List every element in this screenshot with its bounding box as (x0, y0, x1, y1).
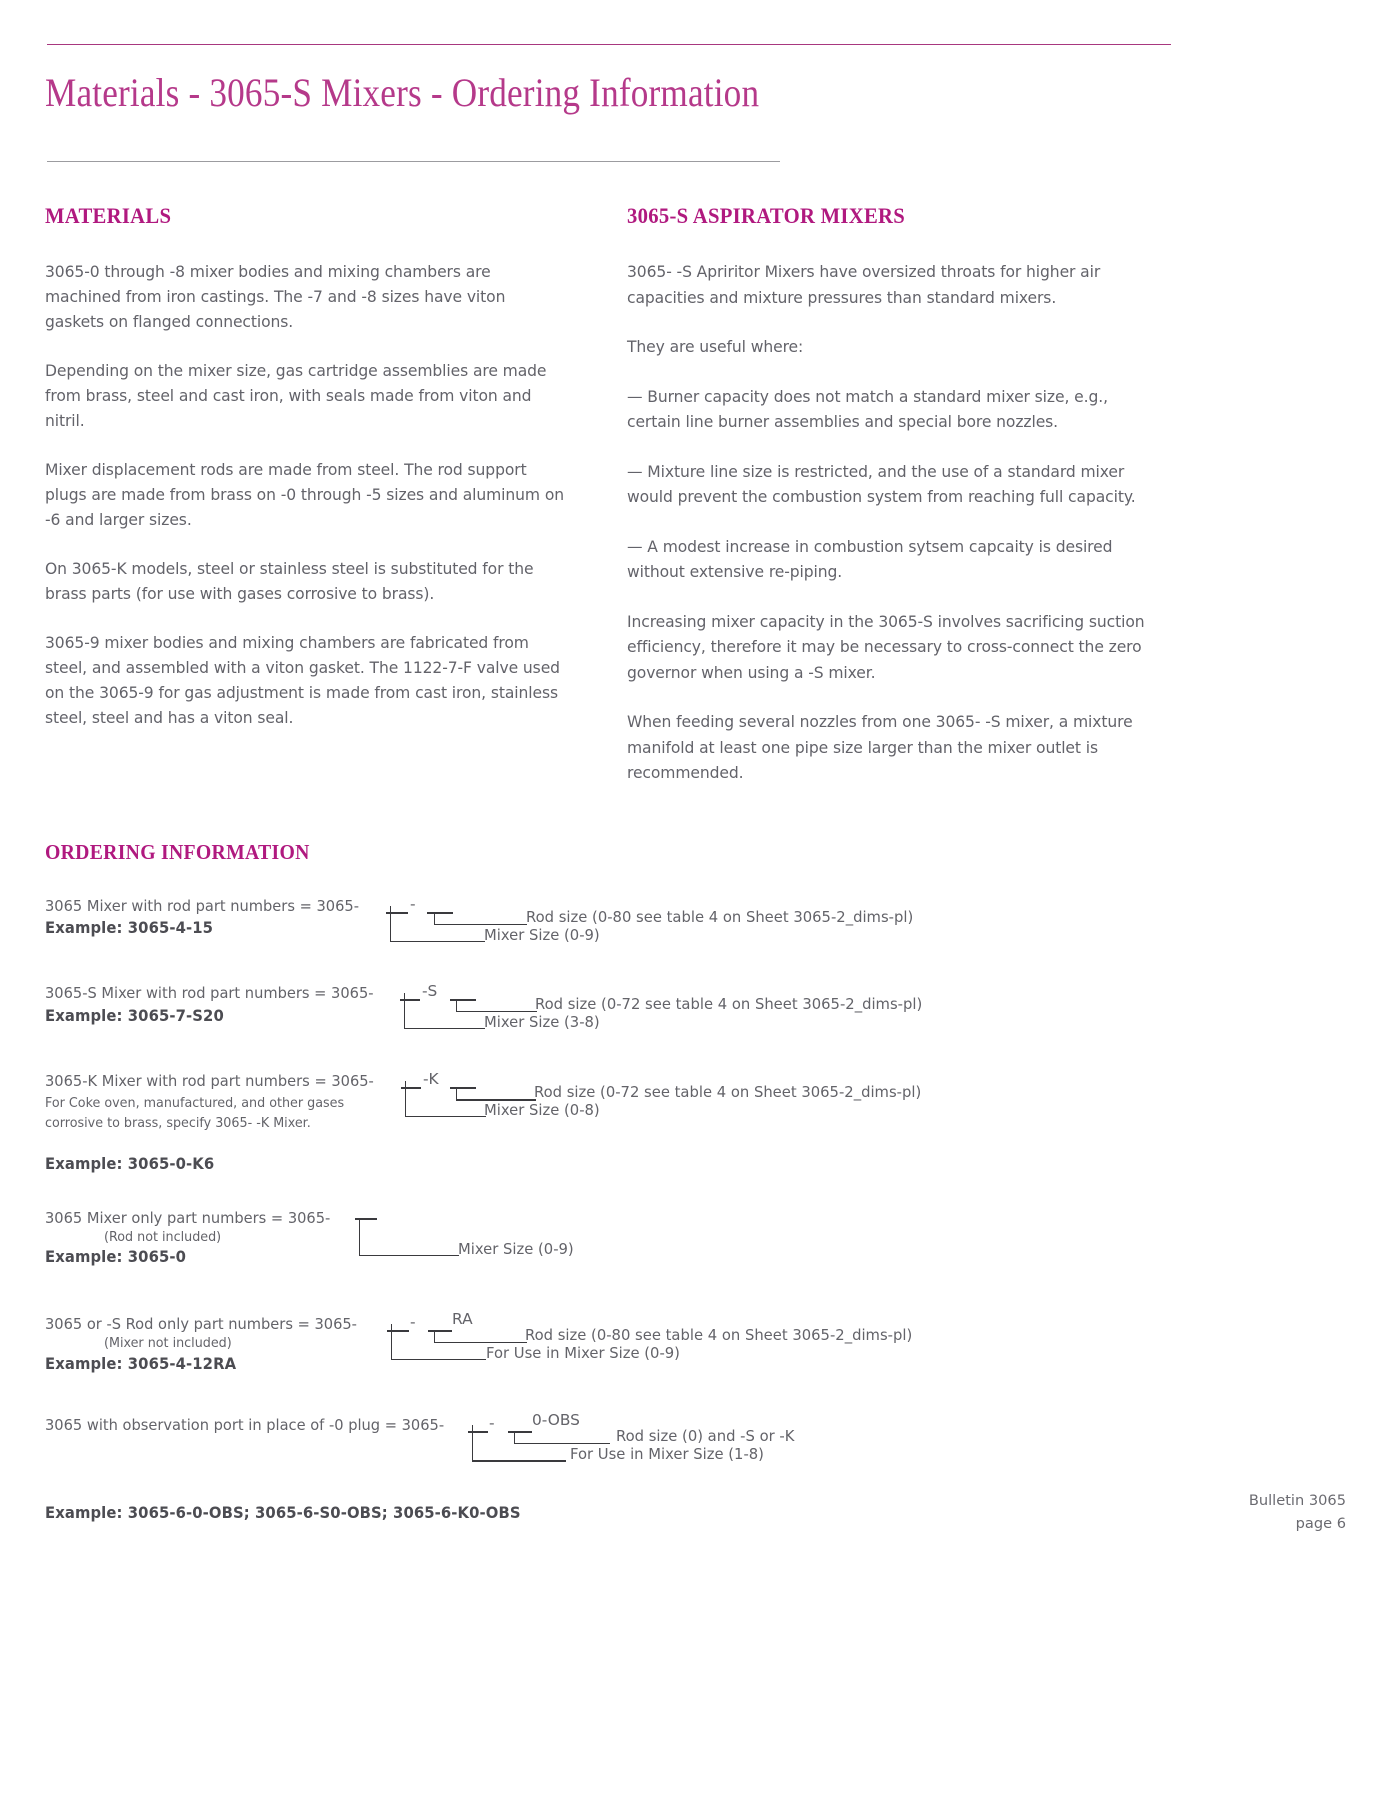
mixer-size-label: Mixer Size (0-9) (458, 1240, 574, 1258)
rod-size-label: Rod size (0-72 see table 4 on Sheet 3065-2_dims-pl) (534, 1083, 922, 1101)
slot-underline-mixer (400, 999, 420, 1001)
block-code-ra: RA (452, 1310, 473, 1328)
block-title: 3065 with observation port in place of -0 plug = 3065- (45, 1416, 445, 1434)
mixer-leader-vertical (391, 1324, 392, 1360)
mixer-leader-horizontal (391, 1359, 486, 1360)
ordering-information-heading: ORDERING INFORMATION (45, 840, 310, 864)
header-bottom-rule (47, 161, 780, 162)
aspirator-paragraph: Increasing mixer capacity in the 3065-S involves sacrificing suction efficiency, therefore it may be necessary to cross-connect the zero governor when using a -S mixer. (627, 611, 1145, 682)
rod-size-label: Rod size (0-80 see table 4 on Sheet 3065-2_dims-pl) (525, 1326, 913, 1344)
slot-underline-rod (508, 1431, 532, 1433)
materials-paragraph: 3065-9 mixer bodies and mixing chambers are fabricated from steel, and assembled with a viton gasket. The 1122-7-F valve used on the 3065-9 for gas adjustment is made from cast iron, stainless steel, steel and has a viton seal. (45, 633, 560, 727)
materials-paragraph: On 3065-K models, steel or stainless steel is substituted for the brass parts (for use with gases corrosive to brass). (45, 559, 534, 603)
slot-underline-rod (450, 1087, 476, 1089)
footer-page-number: page 6 (1295, 1515, 1346, 1532)
mixer-size-label: Mixer Size (0-9) (484, 926, 600, 944)
block-title: 3065 Mixer only part numbers = 3065- (45, 1209, 331, 1227)
rod-size-label: Rod size (0-72 see table 4 on Sheet 3065-2_dims-pl) (535, 995, 923, 1013)
block-code-obs: 0-OBS (532, 1411, 580, 1429)
materials-paragraph: Depending on the mixer size, gas cartridge assemblies are made from brass, steel and cast iron, with seals made from viton and nitril. (45, 361, 547, 430)
aspirator-mixers-column (627, 203, 1172, 786)
slot-underline-rod (428, 1330, 452, 1332)
block-example: Example: 3065-7-S20 (45, 1007, 224, 1025)
materials-column (45, 203, 590, 730)
mixer-size-label: For Use in Mixer Size (1-8) (570, 1445, 764, 1463)
mixer-leader-vertical (472, 1425, 473, 1461)
rod-leader-horizontal (456, 1011, 537, 1012)
aspirator-paragraph: When feeding several nozzles from one 3065- -S mixer, a mixture manifold at least one pipe size larger than the mixer outlet is recommended. (627, 712, 1133, 782)
block-title: 3065 or -S Rod only part numbers = 3065- (45, 1315, 357, 1333)
slot-underline-mixer (401, 1087, 421, 1089)
block-subtitle: corrosive to brass, specify 3065- -K Mixer. (45, 1116, 311, 1131)
rod-size-label: Rod size (0-80 see table 4 on Sheet 3065-2_dims-pl) (526, 908, 914, 926)
mixer-size-label: Mixer Size (0-8) (484, 1101, 600, 1119)
block-code-dash: -K (423, 1070, 439, 1088)
mixer-size-label: For Use in Mixer Size (0-9) (486, 1344, 680, 1362)
block-example: Example: 3065-4-12RA (45, 1355, 237, 1373)
block-title: 3065-K Mixer with rod part numbers = 3065- (45, 1072, 374, 1090)
block-example: Example: 3065-0-K6 (45, 1155, 215, 1173)
mixer-size-label: Mixer Size (3-8) (484, 1013, 600, 1031)
block-title: 3065-S Mixer with rod part numbers = 3065- (45, 984, 374, 1002)
footer-bulletin: Bulletin 3065 (1248, 1492, 1346, 1509)
slot-underline-rod (427, 912, 453, 914)
materials-heading: MATERIALS (45, 203, 172, 228)
aspirator-heading: 3065-S ASPIRATOR MIXERS (627, 203, 906, 228)
rod-size-label: Rod size (0) and -S or -K (616, 1427, 795, 1445)
aspirator-bullet: — Burner capacity does not match a standard mixer size, e.g., certain line burner assemblies and special bore nozzles. (627, 386, 1108, 431)
materials-paragraph: Mixer displacement rods are made from steel. The rod support plugs are made from brass on -0 through -5 sizes and aluminum on -6 and larger sizes. (45, 460, 565, 529)
aspirator-bullet: — A modest increase in combustion sytsem capcaity is desired without extensive re-piping. (627, 536, 1113, 581)
mixer-leader-vertical (359, 1218, 360, 1256)
page-title: Materials - 3065-S Mixers - Ordering Information (45, 70, 760, 115)
aspirator-paragraph: They are useful where: (627, 337, 804, 356)
materials-paragraph: 3065-0 through -8 mixer bodies and mixing chambers are machined from iron castings. The -7 and -8 sizes have viton gaskets on flanged connections. (45, 262, 506, 331)
block-code-dash: -S (422, 982, 438, 1000)
header-top-rule (47, 44, 1171, 45)
mixer-leader-horizontal (359, 1255, 459, 1256)
block-example: Example: 3065-0 (45, 1248, 187, 1266)
block-example: Example: 3065-4-15 (45, 919, 214, 937)
block-code-dash: - (489, 1414, 495, 1432)
slot-underline-mixer (468, 1431, 488, 1433)
rod-leader-horizontal (514, 1443, 610, 1444)
mixer-leader-horizontal (472, 1460, 566, 1462)
aspirator-paragraph: 3065- -S Apriritor Mixers have oversized throats for higher air capacities and mixture pressures than standard mixers. (627, 262, 1101, 307)
block-example: Example: 3065-6-0-OBS; 3065-6-S0-OBS; 3065-6-K0-OBS (45, 1504, 521, 1522)
block-title: 3065 Mixer with rod part numbers = 3065- (45, 897, 359, 915)
slot-underline-rod (450, 999, 476, 1001)
block-code-dash: - (410, 895, 416, 913)
block-subtitle: For Coke oven, manufactured, and other gases (45, 1096, 345, 1111)
block-subtitle: (Mixer not included) (104, 1336, 232, 1351)
mixer-leader-horizontal (404, 1028, 485, 1029)
block-subtitle: (Rod not included) (104, 1230, 222, 1245)
block-code-dash: - (410, 1313, 416, 1331)
mixer-leader-horizontal (390, 941, 485, 942)
mixer-leader-vertical (405, 1081, 406, 1117)
mixer-leader-vertical (390, 906, 391, 942)
mixer-leader-horizontal (405, 1116, 486, 1117)
mixer-leader-vertical (404, 993, 405, 1029)
aspirator-bullet: — Mixture line size is restricted, and the use of a standard mixer would prevent the combustion system from reaching full capacity. (627, 461, 1136, 506)
rod-leader-horizontal (434, 924, 527, 925)
rod-leader-horizontal (434, 1342, 527, 1343)
